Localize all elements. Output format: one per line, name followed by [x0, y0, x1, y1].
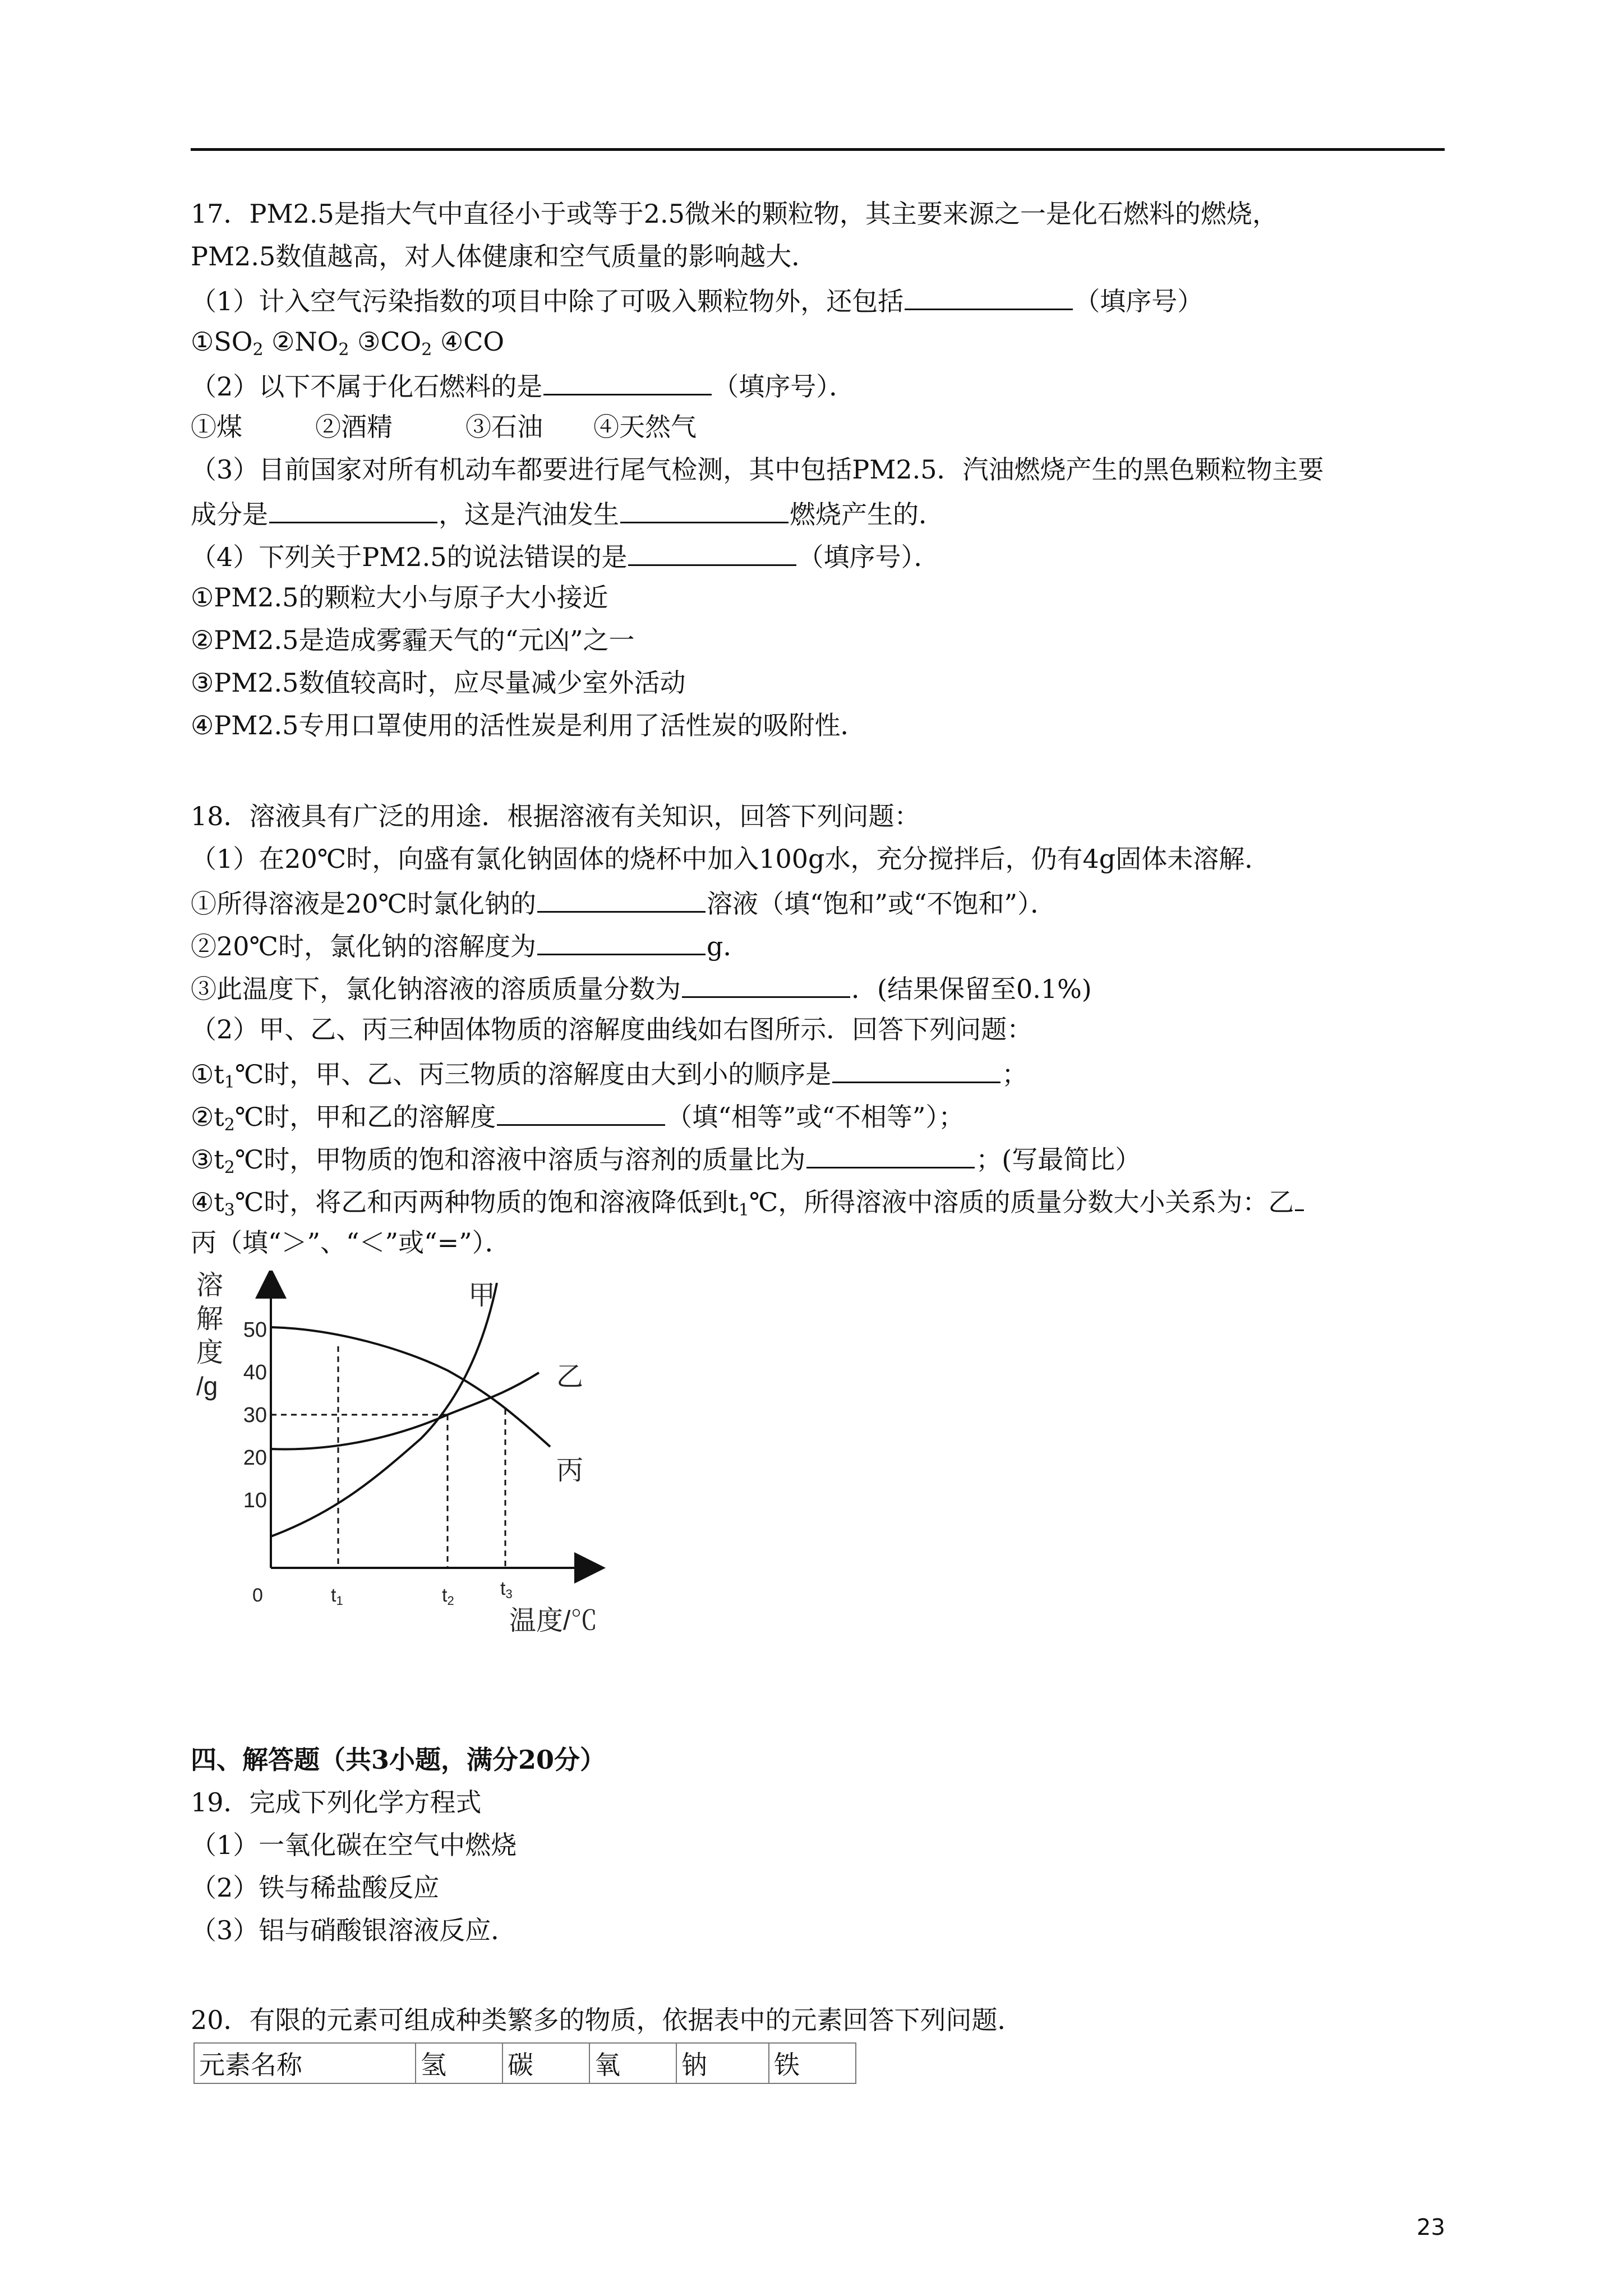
q19-item2: （2）铁与稀盐酸反应 [191, 1872, 440, 1903]
q17-part1-tail: （填序号） [1074, 286, 1204, 316]
q17-part3-line1: （3）目前国家对所有机动车都要进行尾气检测，其中包括PM2.5．汽油燃烧产生的黑色颗粒物主要 [191, 454, 1324, 485]
q18-sub3-text: ③此温度下，氯化钠溶液的溶质质量分数为 [191, 974, 681, 1004]
q18-t2 [191, 1096, 964, 1135]
q18-sub3-tail: ．(结果保留至0.1%) [851, 974, 1092, 1004]
y-tick-label: 30 [243, 1404, 267, 1427]
q18-t2-text: ②t [191, 1102, 224, 1132]
q18-sub1-tail: 溶液（填“饱和”或“不饱和”）． [707, 889, 1057, 919]
table-cell: 钠 [676, 2043, 769, 2083]
table-row [194, 2043, 856, 2083]
q18-t3-text: ③t [191, 1144, 224, 1175]
q18-t2-blank[interactable] [497, 1096, 665, 1126]
q18-t4-blank[interactable] [1295, 1181, 1304, 1211]
option-co2: ③CO [349, 326, 422, 357]
q18-part2: （2）甲、乙、丙三种固体物质的溶解度曲线如右图所示．回答下列问题： [191, 1014, 1033, 1045]
y-label-char: /g [196, 1372, 218, 1401]
q17-part4-text: （4）下列关于PM2.5的说法错误的是 [191, 542, 628, 572]
q18-t1-text: ①t [191, 1059, 224, 1089]
q17-part2-blank[interactable] [543, 366, 712, 395]
q17-part3-line2 [191, 494, 944, 533]
option-natural-gas: ④天然气 [593, 412, 697, 442]
q18-t3 [191, 1139, 1141, 1178]
q17-part1-options [191, 323, 504, 360]
q18-t1-text2: ℃时，甲、乙、丙三物质的溶解度由大到小的顺序是 [234, 1059, 832, 1089]
q17-part4 [191, 536, 939, 576]
q17-part3-blank1[interactable] [269, 494, 437, 523]
curve-label-jia: 甲 [468, 1281, 496, 1310]
q17-part3-text: 成分是 [191, 499, 268, 530]
q17-part4-tail: （填序号）． [797, 542, 940, 572]
page-number: 23 [1417, 2215, 1445, 2240]
subscript: 1 [738, 1200, 749, 1220]
q17-part4-option4: ④PM2.5专用口罩使用的活性炭是利用了活性炭的吸附性． [191, 710, 866, 740]
q17-line1: 17．PM2.5是指大气中直径小于或等于2.5微米的颗粒物，其主要来源之一是化石燃料的燃烧， [191, 199, 1278, 229]
x-tick-t1 [331, 1585, 343, 1608]
q17-line2: PM2.5数值越高，对人体健康和空气质量的影响越大． [191, 241, 818, 272]
q18-t1-blank[interactable] [832, 1053, 1000, 1083]
q17-part2 [191, 366, 855, 405]
subscript: 2 [224, 1115, 235, 1135]
q17-part3-text3: 燃烧产生的． [790, 499, 944, 530]
q18-t3-text2: ℃时，甲物质的饱和溶液中溶质与溶剂的质量比为 [234, 1144, 806, 1175]
q18-t2-tail: （填“相等”或“不相等”）； [666, 1102, 965, 1132]
q17-part1-text: （1）计入空气污染指数的项目中除了可吸入颗粒物外，还包括 [191, 286, 904, 316]
q19-line1: 19．完成下列化学方程式 [191, 1787, 482, 1818]
y-label-char: 解 [196, 1304, 224, 1334]
q18-sub1-text: ①所得溶液是20℃时氯化钠的 [191, 889, 536, 919]
curve-label-bing: 丙 [556, 1456, 584, 1485]
x-tick-sub: 3 [505, 1587, 513, 1601]
q18-t4-line2: 丙（填“＞”、“＜”或“=”）． [191, 1227, 511, 1258]
q17-part4-option2: ②PM2.5是造成雾霾天气的“元凶”之一 [191, 625, 635, 655]
q18-t4-text3: ℃，所得溶液中溶质的质量分数大小关系为：乙 [749, 1187, 1294, 1217]
q17-part4-option3: ③PM2.5数值较高时，应尽量减少室外活动 [191, 668, 686, 698]
x-tick-t3 [500, 1578, 513, 1601]
q18-sub2-blank[interactable] [537, 926, 706, 955]
option-petroleum: ③石油 [465, 412, 543, 442]
curve-label-yi: 乙 [556, 1362, 584, 1392]
q18-line1: 18．溶液具有广泛的用途．根据溶液有关知识，回答下列问题： [191, 801, 920, 831]
q17-part3-text2: ，这是汽油发生 [439, 499, 619, 530]
option-co: ④CO [432, 326, 505, 357]
q19-item3: （3）铝与硝酸银溶液反应． [191, 1915, 517, 1945]
x-tick-base: t [500, 1578, 506, 1599]
subscript: 2 [252, 340, 264, 360]
origin-label: 0 [252, 1585, 263, 1606]
table-cell: 铁 [769, 2043, 856, 2083]
option-alcohol: ②酒精 [315, 412, 393, 442]
x-axis-label: 温度/℃ [509, 1606, 598, 1636]
x-tick-base: t [331, 1585, 336, 1606]
option-no2: ②NO [263, 326, 339, 357]
q18-t1-tail: ； [1002, 1059, 1028, 1089]
q17-part1-blank[interactable] [905, 280, 1073, 310]
q18-sub2-text: ②20℃时，氯化钠的溶解度为 [191, 931, 536, 961]
q17-part2-options [191, 408, 697, 445]
option-so2: ①SO [191, 326, 253, 357]
q18-t2-text2: ℃时，甲和乙的溶解度 [234, 1102, 496, 1132]
q17-part4-blank[interactable] [628, 536, 796, 566]
q18-sub2-tail: g． [707, 931, 749, 961]
subscript: 2 [421, 340, 432, 360]
element-table [193, 2042, 856, 2084]
section-4-title: 四、解答题（共3小题，满分20分） [191, 1745, 606, 1775]
q18-sub2 [191, 926, 749, 965]
subscript: 2 [224, 1158, 235, 1177]
header-rule [191, 148, 1445, 151]
table-cell: 碳 [502, 2043, 589, 2083]
q18-sub3 [191, 968, 1092, 1007]
q17-part3-blank2[interactable] [620, 494, 789, 523]
q18-sub3-blank[interactable] [682, 968, 850, 998]
x-tick-base: t [442, 1585, 448, 1606]
q19-item1: （1）一氧化碳在空气中燃烧 [191, 1830, 517, 1860]
y-tick-label: 10 [243, 1489, 267, 1512]
y-tick-label: 50 [243, 1318, 267, 1342]
x-tick-sub: 2 [447, 1594, 454, 1608]
q18-part1: （1）在20℃时，向盛有氯化钠固体的烧杯中加入100g水，充分搅拌后，仍有4g固体未溶解． [191, 844, 1271, 874]
q17-part4-option1: ①PM2.5的颗粒大小与原子大小接近 [191, 582, 608, 613]
q18-sub1-blank[interactable] [537, 883, 706, 913]
q17-part1 [191, 280, 1203, 320]
solubility-graph [191, 1271, 617, 1641]
x-tick-t2 [442, 1585, 454, 1608]
q18-t3-tail: ；(写最简比） [976, 1144, 1141, 1175]
q18-t3-blank[interactable] [806, 1139, 975, 1168]
q17-part2-tail: （填序号）． [713, 371, 855, 402]
subscript: 1 [224, 1073, 235, 1092]
curve-yi [271, 1373, 539, 1449]
q18-t4-text2: ℃时，将乙和丙两种物质的饱和溶液降低到t [234, 1187, 739, 1217]
y-tick-label: 20 [243, 1446, 267, 1470]
table-cell: 氧 [589, 2043, 676, 2083]
table-cell: 氢 [416, 2043, 502, 2083]
q20-line1: 20．有限的元素可组成种类繁多的物质，依据表中的元素回答下列问题． [191, 2005, 1023, 2035]
subscript: 3 [224, 1200, 235, 1220]
x-tick-sub: 1 [336, 1594, 343, 1608]
subscript: 2 [338, 340, 349, 360]
table-cell: 元素名称 [194, 2043, 416, 2083]
y-tick-label: 40 [243, 1361, 267, 1384]
option-coal: ①煤 [191, 412, 242, 442]
q18-t1 [191, 1053, 1027, 1093]
q18-t4-text: ④t [191, 1187, 224, 1217]
y-label-char: 溶 [196, 1271, 224, 1300]
q17-part2-text: （2）以下不属于化石燃料的是 [191, 371, 543, 402]
y-label-char: 度 [196, 1338, 224, 1368]
q18-t4 [191, 1181, 1305, 1221]
q18-sub1 [191, 883, 1056, 922]
